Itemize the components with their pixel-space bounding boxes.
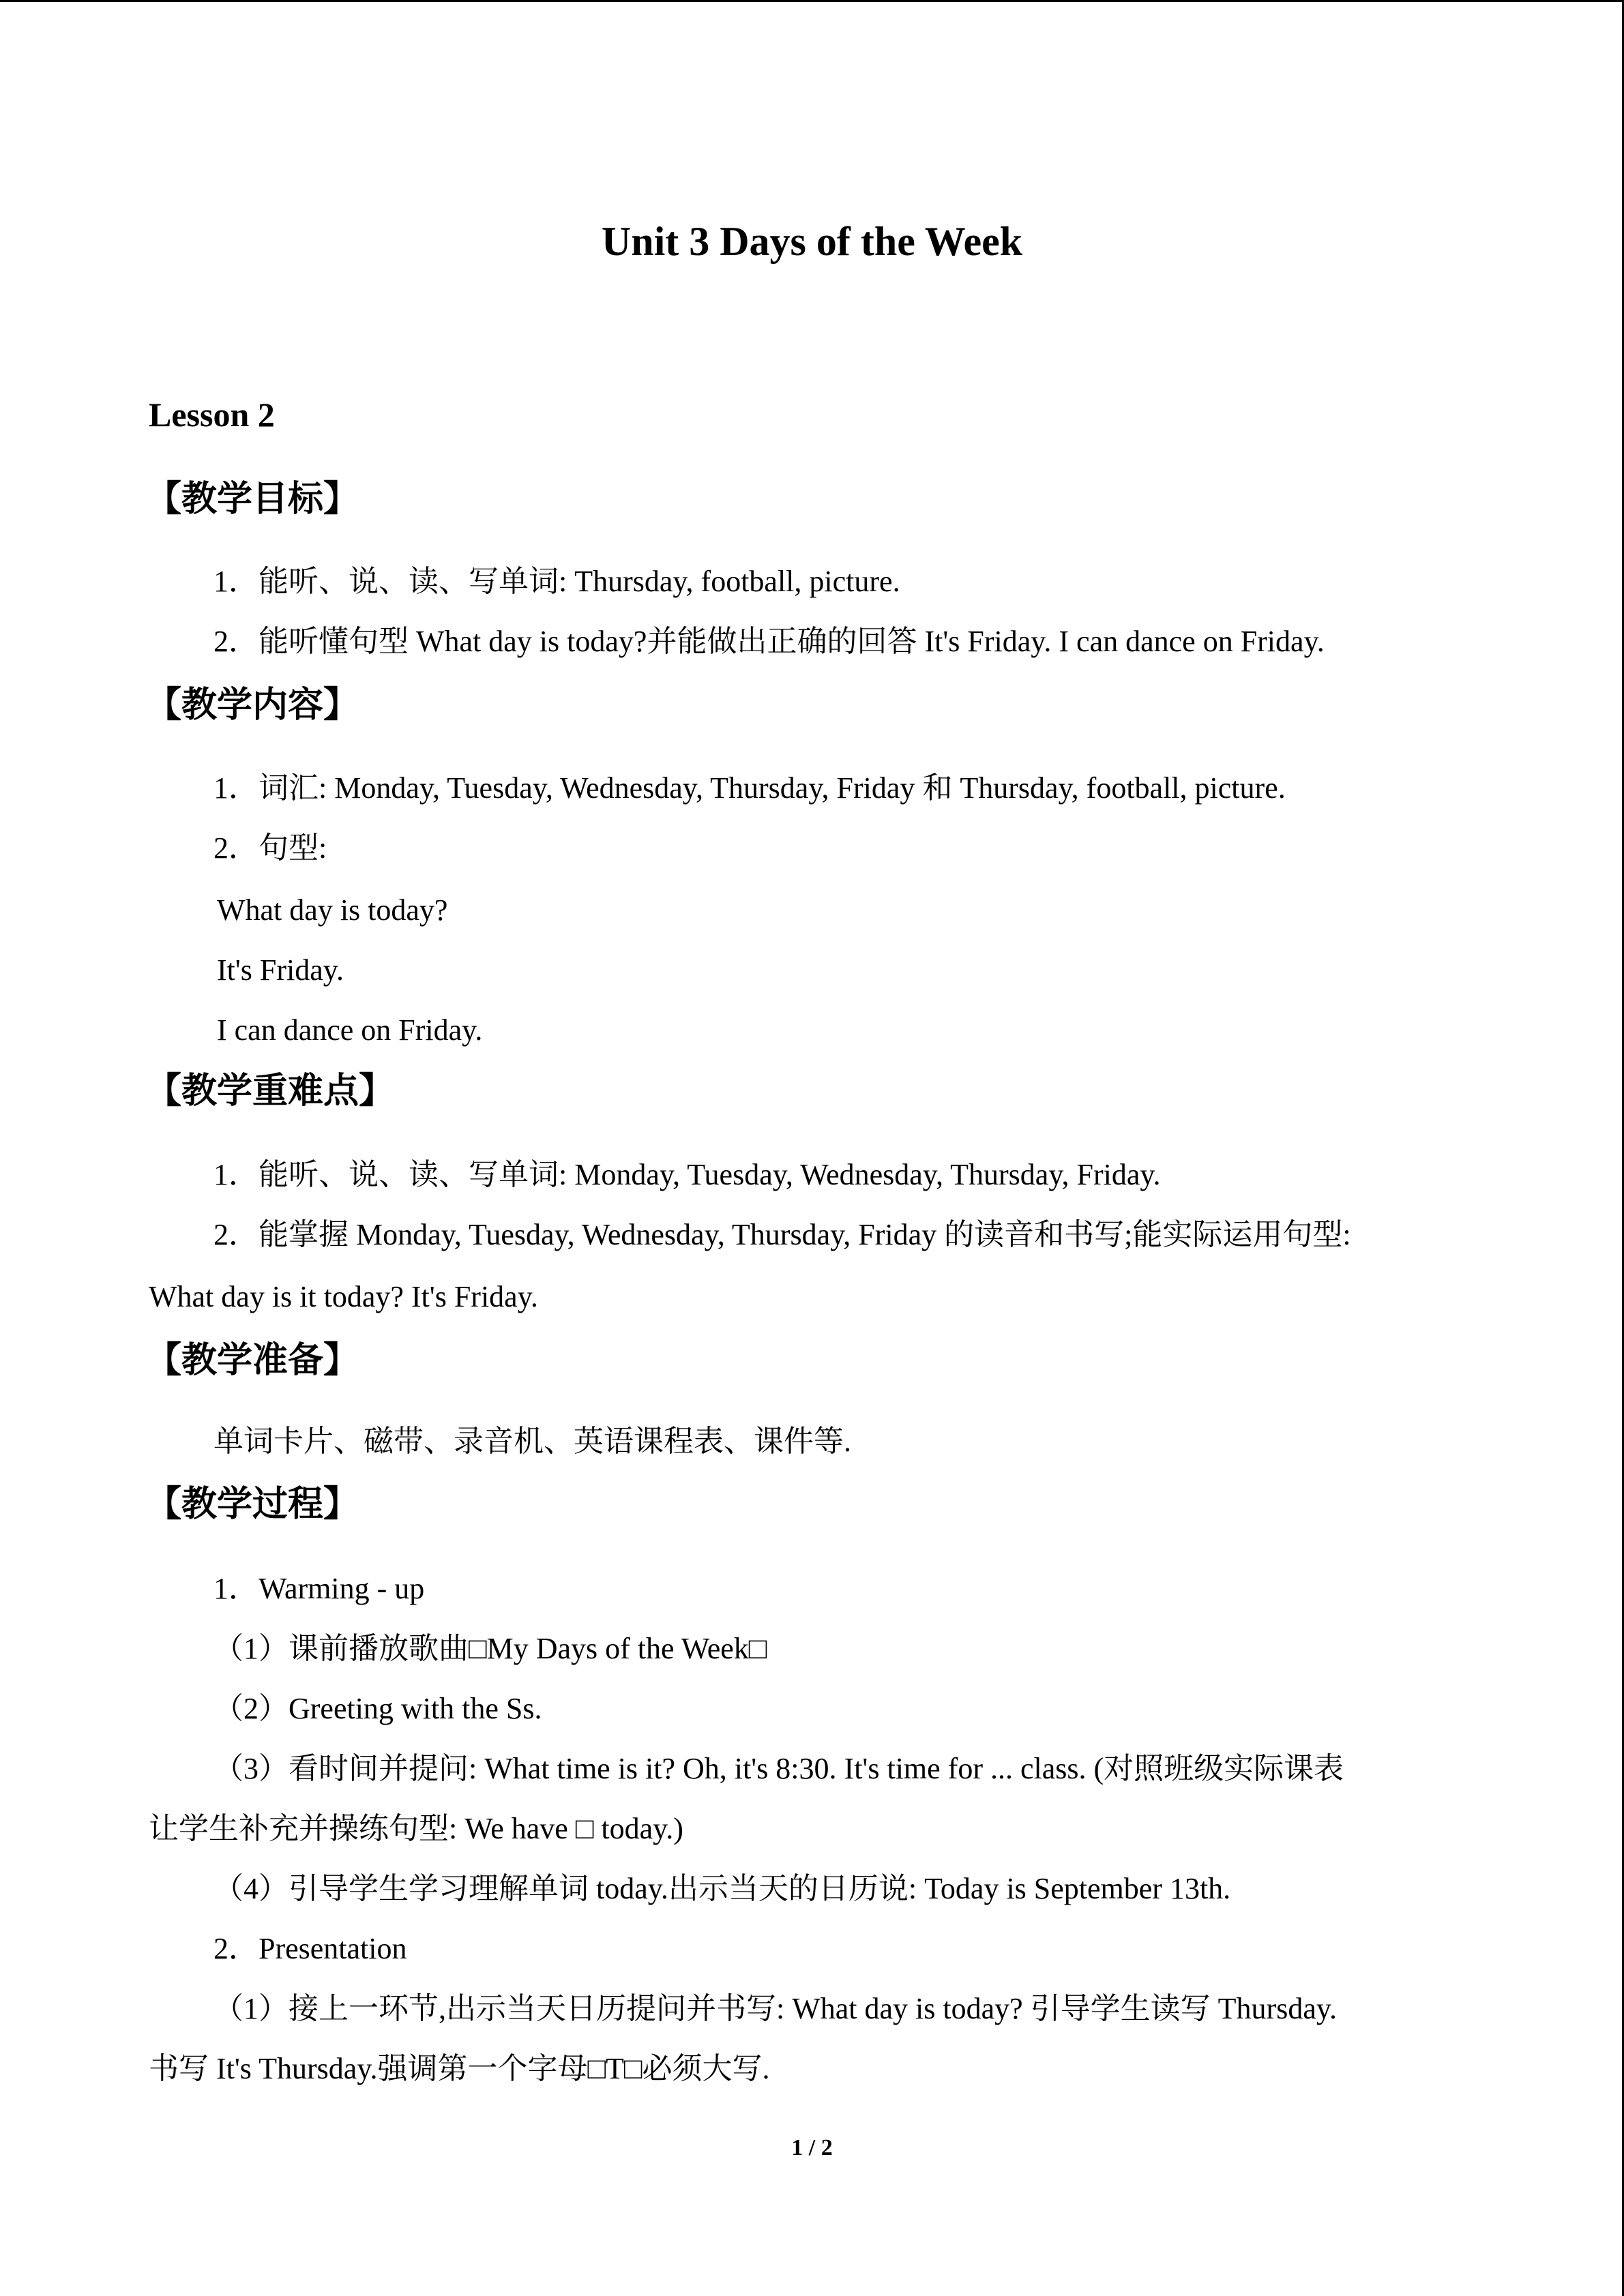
section-heading-objectives: 【教学目标】 (146, 479, 359, 520)
content-item: 2．句型: (213, 831, 327, 865)
section-heading-key-points: 【教学重难点】 (146, 1071, 395, 1112)
process-step: （1）课前播放歌曲□My Days of the Week□ (213, 1632, 767, 1665)
content-item: 1．词汇: Monday, Tuesday, Wednesday, Thursday, Friday 和 Thursday, football, picture. (213, 771, 1286, 805)
objective-item: 2．能听懂句型 What day is today?并能做出正确的回答 It's Friday. I can dance on Friday. (213, 625, 1325, 658)
process-step: （3）看时间并提问: What time is it? Oh, it's 8:30. It's time for ... class. (对照班级实际课表 (213, 1752, 1344, 1785)
content-item: What day is today? (217, 893, 448, 927)
process-step: 2．Presentation (213, 1932, 407, 1965)
process-step: 书写 It's Thursday.强调第一个字母□T□必须大写. (149, 2052, 770, 2085)
page-top-border (0, 0, 1624, 2)
section-heading-preparation: 【教学准备】 (146, 1340, 359, 1381)
process-step: （4）引导学生学习理解单词 today.出示当天的日历说: Today is September 13th. (213, 1872, 1231, 1905)
process-step: （2）Greeting with the Ss. (213, 1692, 542, 1725)
key-point-item: 1．能听、说、读、写单词: Monday, Tuesday, Wednesday, Thursday, Friday. (213, 1158, 1161, 1191)
section-heading-content: 【教学内容】 (146, 685, 359, 726)
lesson-label: Lesson 2 (149, 396, 275, 434)
section-heading-process: 【教学过程】 (146, 1484, 359, 1525)
page-number: 1 / 2 (791, 2135, 833, 2160)
content-item: It's Friday. (217, 953, 344, 987)
preparation-item: 单词卡片、磁带、录音机、英语课程表、课件等. (213, 1425, 851, 1458)
process-step: 1．Warming - up (213, 1572, 425, 1605)
objective-item: 1．能听、说、读、写单词: Thursday, football, picture. (213, 565, 900, 598)
key-point-item: What day is it today? It's Friday. (149, 1280, 538, 1313)
key-point-item: 2．能掌握 Monday, Tuesday, Wednesday, Thursday, Friday 的读音和书写;能实际运用句型: (213, 1218, 1351, 1251)
process-step: （1）接上一环节,出示当天日历提问并书写: What day is today? 引导学生读写 Thursday. (213, 1992, 1337, 2025)
process-step: 让学生补充并操练句型: We have □ today.) (149, 1812, 683, 1845)
content-item: I can dance on Friday. (217, 1013, 483, 1047)
document-title: Unit 3 Days of the Week (601, 219, 1023, 264)
